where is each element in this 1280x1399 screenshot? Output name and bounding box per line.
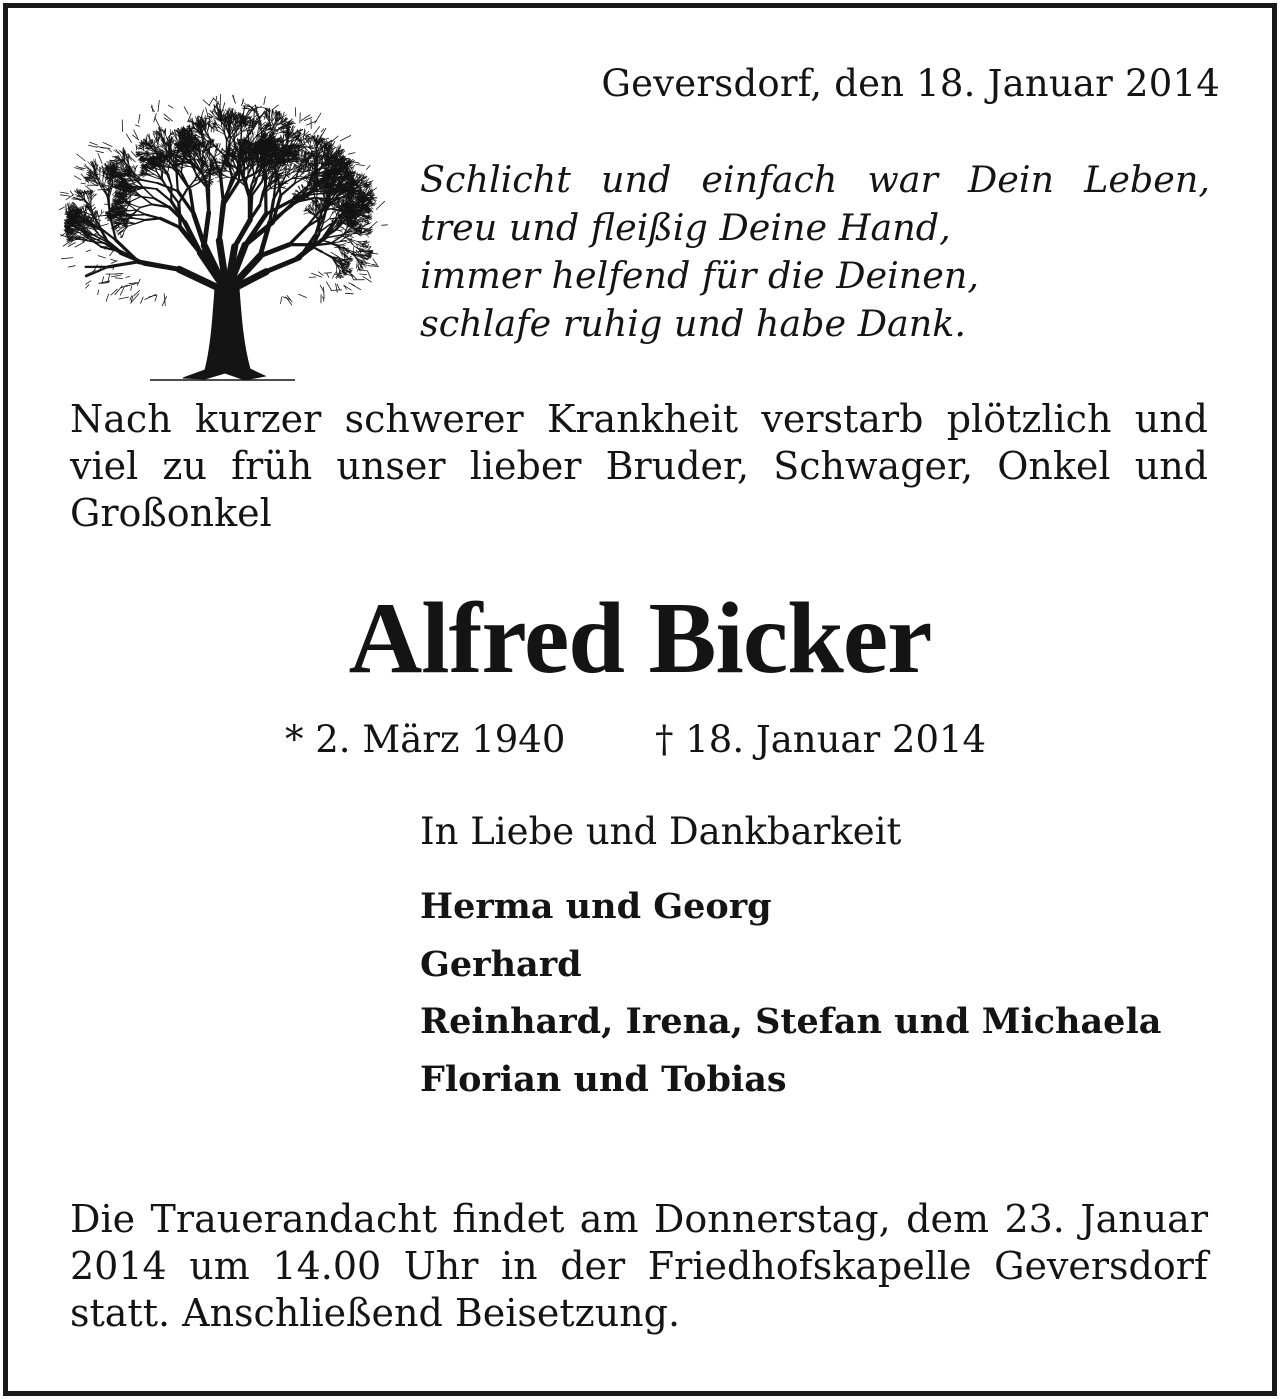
deceased-name: Alfred Bicker — [348, 582, 932, 695]
mourner-name: Reinhard, Irena, Stefan und Michaela — [420, 1001, 1162, 1042]
service-line: 2014 um 14.00 Uhr in der Friedhofskapelle Geversdorf — [70, 1244, 1208, 1288]
service-line: statt. Anschließend Beisetzung. — [70, 1291, 681, 1335]
poem-line: treu und fleißig Deine Hand, — [420, 206, 951, 249]
poem-line: schlafe ruhig und habe Dank. — [420, 302, 967, 345]
service-line: Die Trauerandacht findet am Donnerstag, dem 23. Januar — [70, 1197, 1208, 1241]
announcement-line: Nach kurzer schwerer Krankheit verstarb plötzlich und — [70, 397, 1208, 441]
mourners-intro: In Liebe und Dankbarkeit — [420, 810, 902, 853]
announcement-line: Großonkel — [70, 491, 272, 535]
place-date: Geversdorf, den 18. Januar 2014 — [601, 62, 1220, 105]
birth-date: * 2. März 1940 — [285, 718, 566, 761]
announcement-text — [70, 396, 1208, 537]
mourner-name: Florian und Tobias — [420, 1058, 787, 1100]
tree-icon — [55, 92, 390, 384]
announcement-line: viel zu früh unser lieber Bruder, Schwager, Onkel und — [70, 444, 1208, 488]
poem-line: immer helfend für die Deinen, — [420, 254, 979, 297]
death-date: † 18. Januar 2014 — [655, 718, 987, 761]
poem-line: Schlicht und einfach war Dein Leben, — [420, 158, 1210, 201]
service-notice — [70, 1196, 1208, 1337]
mourners-list — [420, 878, 1161, 1108]
mourner-name: Gerhard — [420, 943, 582, 985]
poem — [420, 156, 1210, 348]
mourner-name: Herma und Georg — [420, 886, 772, 927]
